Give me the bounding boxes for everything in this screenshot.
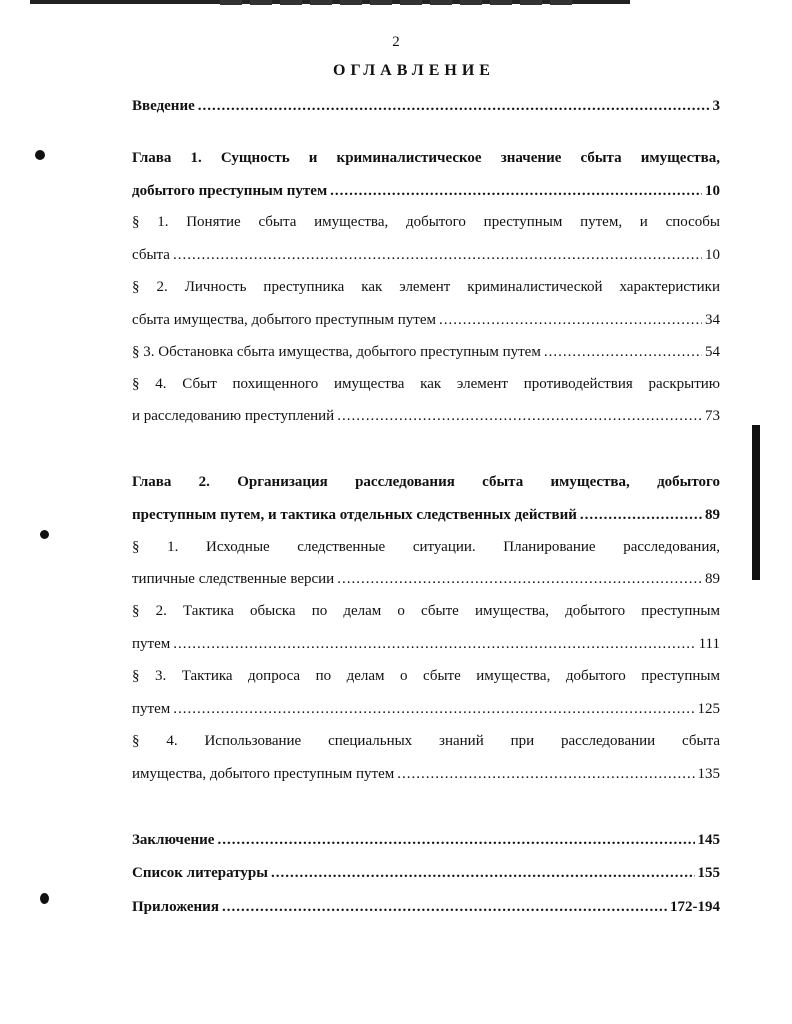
- ch2-section3-line1[interactable]: § 3. Тактика допроса по делам о сбыте имущества, добытого преступным: [132, 668, 720, 684]
- toc-label: путем: [132, 701, 171, 717]
- toc-page: 89: [705, 571, 720, 587]
- toc-page: 3: [712, 98, 720, 114]
- dot-leader: [173, 699, 694, 719]
- toc-label: путем: [132, 636, 171, 652]
- toc-page: 73: [705, 408, 720, 424]
- toc-page: 10: [705, 247, 720, 263]
- dot-leader: [337, 569, 702, 589]
- hole-punch-mark: [40, 530, 49, 539]
- ch1-section1-line1[interactable]: § 1. Понятие сбыта имущества, добытого преступным путем, и способы: [132, 214, 720, 230]
- dot-leader: [173, 634, 695, 654]
- page-number: 2: [392, 34, 400, 50]
- toc-page: 54: [705, 344, 720, 360]
- toc-page: 34: [705, 312, 720, 328]
- ch2-section1-line1[interactable]: § 1. Исходные следственные ситуации. Планирование расследования,: [132, 539, 720, 555]
- ch1-section3[interactable]: [132, 342, 720, 362]
- dot-leader: [439, 310, 702, 330]
- dot-leader: [222, 897, 667, 917]
- page-title: ОГЛАВЛЕНИЕ: [333, 62, 495, 79]
- hole-punch-mark: [35, 150, 45, 160]
- hole-punch-mark: [40, 893, 49, 904]
- toc-page: 125: [697, 701, 720, 717]
- toc-entry-conclusion[interactable]: [132, 830, 720, 850]
- toc-page: 10: [705, 183, 720, 199]
- scan-artifact-top: [30, 0, 630, 12]
- ch2-section4-line2[interactable]: [132, 764, 720, 784]
- toc-label: Заключение: [132, 832, 215, 848]
- toc-label: типичные следственные версии: [132, 571, 335, 587]
- toc-label: сбыта: [132, 247, 170, 263]
- ch1-section2-line2[interactable]: [132, 310, 720, 330]
- dot-leader: [173, 245, 702, 265]
- toc-label: добытого преступным путем: [132, 183, 328, 199]
- ch2-section2-line1[interactable]: § 2. Тактика обыска по делам о сбыте имущества, добытого преступным: [132, 603, 720, 619]
- toc-label: Приложения: [132, 899, 219, 915]
- toc-entry-intro[interactable]: [132, 96, 720, 116]
- toc-label: Список литературы: [132, 865, 268, 881]
- ch1-section4-line1[interactable]: § 4. Сбыт похищенного имущества как элемент противодействия раскрытию: [132, 376, 720, 392]
- chapter1-heading-line2[interactable]: [132, 181, 720, 201]
- dot-leader: [397, 764, 694, 784]
- ch1-section2-line1[interactable]: § 2. Личность преступника как элемент криминалистической характеристики: [132, 279, 720, 295]
- chapter2-heading-line1[interactable]: Глава 2. Организация расследования сбыта имущества, добытого: [132, 474, 720, 490]
- toc-label: § 3. Обстановка сбыта имущества, добытого преступным путем: [132, 344, 541, 360]
- toc-label: Введение: [132, 98, 195, 114]
- ch2-section4-line1[interactable]: § 4. Использование специальных знаний при расследовании сбыта: [132, 733, 720, 749]
- toc-label: преступным путем, и тактика отдельных следственных действий: [132, 507, 577, 523]
- dot-leader: [271, 863, 695, 883]
- scan-edge-bar: [752, 425, 760, 580]
- toc-page: 145: [697, 832, 720, 848]
- toc-page: 172-194: [670, 899, 720, 915]
- ch2-section1-line2[interactable]: [132, 569, 720, 589]
- toc-page: 111: [698, 636, 720, 652]
- toc-page: 135: [697, 766, 720, 782]
- toc-label: имущества, добытого преступным путем: [132, 766, 395, 782]
- ch1-section4-line2[interactable]: [132, 406, 720, 426]
- toc-entry-references[interactable]: [132, 863, 720, 883]
- ch1-section1-line2[interactable]: [132, 245, 720, 265]
- toc-page: 155: [697, 865, 720, 881]
- chapter2-heading-line2[interactable]: [132, 505, 720, 525]
- dot-leader: [330, 181, 702, 201]
- ch2-section2-line2[interactable]: [132, 634, 720, 654]
- dot-leader: [337, 406, 702, 426]
- toc-label: сбыта имущества, добытого преступным путем: [132, 312, 436, 328]
- toc-page: 89: [705, 507, 720, 523]
- toc-label: и расследованию преступлений: [132, 408, 335, 424]
- dot-leader: [198, 96, 710, 116]
- dot-leader: [544, 342, 702, 362]
- chapter1-heading-line1[interactable]: Глава 1. Сущность и криминалистическое значение сбыта имущества,: [132, 150, 720, 166]
- toc-entry-appendices[interactable]: [132, 897, 720, 917]
- dot-leader: [217, 830, 694, 850]
- dot-leader: [580, 505, 702, 525]
- ch2-section3-line2[interactable]: [132, 699, 720, 719]
